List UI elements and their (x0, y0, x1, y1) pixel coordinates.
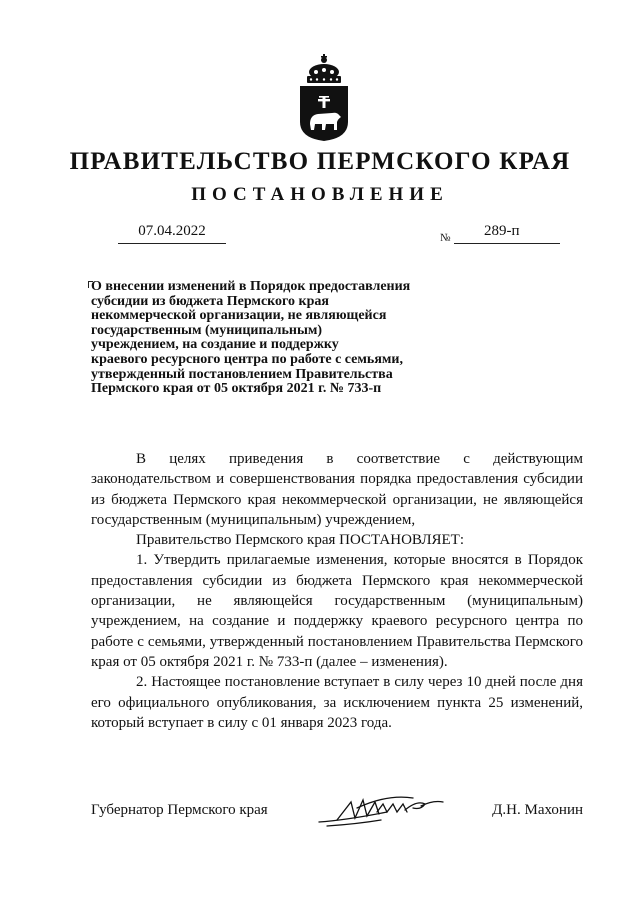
subject-line: краевого ресурсного центра по работе с семьями, (91, 351, 403, 367)
signer-name: Д.Н. Махонин (492, 802, 583, 818)
subject-line: субсидии из бюджета Пермского края (91, 293, 329, 309)
subject-line: государственным (муниципальным) (91, 322, 323, 338)
date-field (118, 223, 226, 244)
document-subject (91, 280, 471, 397)
body-paragraph: В целях приведения в соответствие с действующим законодательством и совершенствования порядка предоставления субсидии из бюджета Пермского края некоммерческой организации, не являющейся государственным (муниципальным) учреждением, (91, 451, 583, 528)
coat-of-arms-icon (296, 52, 352, 142)
body-paragraph: 1. Утвердить прилагаемые изменения, которые вносятся в Порядок предоставления субсидии из бюджета Пермского края некоммерческой организации, не являющейся государственным (муниципальным) учреждением, на создание и поддержку краевого ресурсного центра по работе с семьями, утвержденный постановлением Правительства Пермского края от 05 октября 2021 г. № 733-п (далее – изменения). (91, 552, 583, 670)
handwritten-signature-icon (317, 790, 447, 830)
government-title: ПРАВИТЕЛЬСТВО ПЕРМСКОГО КРАЯ (69, 148, 571, 175)
document-kind: ПОСТАНОВЛЕНИЕ (191, 184, 449, 205)
body-paragraph: 2. Настоящее постановление вступает в силу через 10 дней после дня его официального опубликования, за исключением пункта 25 изменений, который вступает в силу с 01 января 2023 года. (91, 674, 583, 731)
subject-line: некоммерческой организации, не являющейся (91, 308, 387, 324)
date-underline (118, 240, 226, 244)
subject-line: О внесении изменений в Порядок предоставления (91, 279, 411, 294)
subject-line: утвержденный постановлением Правительства (91, 366, 393, 382)
subject-line: Пермского края от 05 октября 2021 г. № 733-п (91, 381, 382, 397)
signature-block (91, 798, 583, 838)
document-body (91, 449, 583, 733)
subject-line: учреждением, на создание и поддержку (91, 337, 339, 353)
document-number: 289-п (484, 223, 520, 239)
number-underline (454, 243, 560, 244)
document-date: 07.04.2022 (138, 223, 206, 239)
number-sign: № (440, 232, 451, 244)
signer-title: Губернатор Пермского края (91, 802, 268, 818)
body-paragraph: Правительство Пермского края ПОСТАНОВЛЯЕТ: (136, 532, 465, 549)
